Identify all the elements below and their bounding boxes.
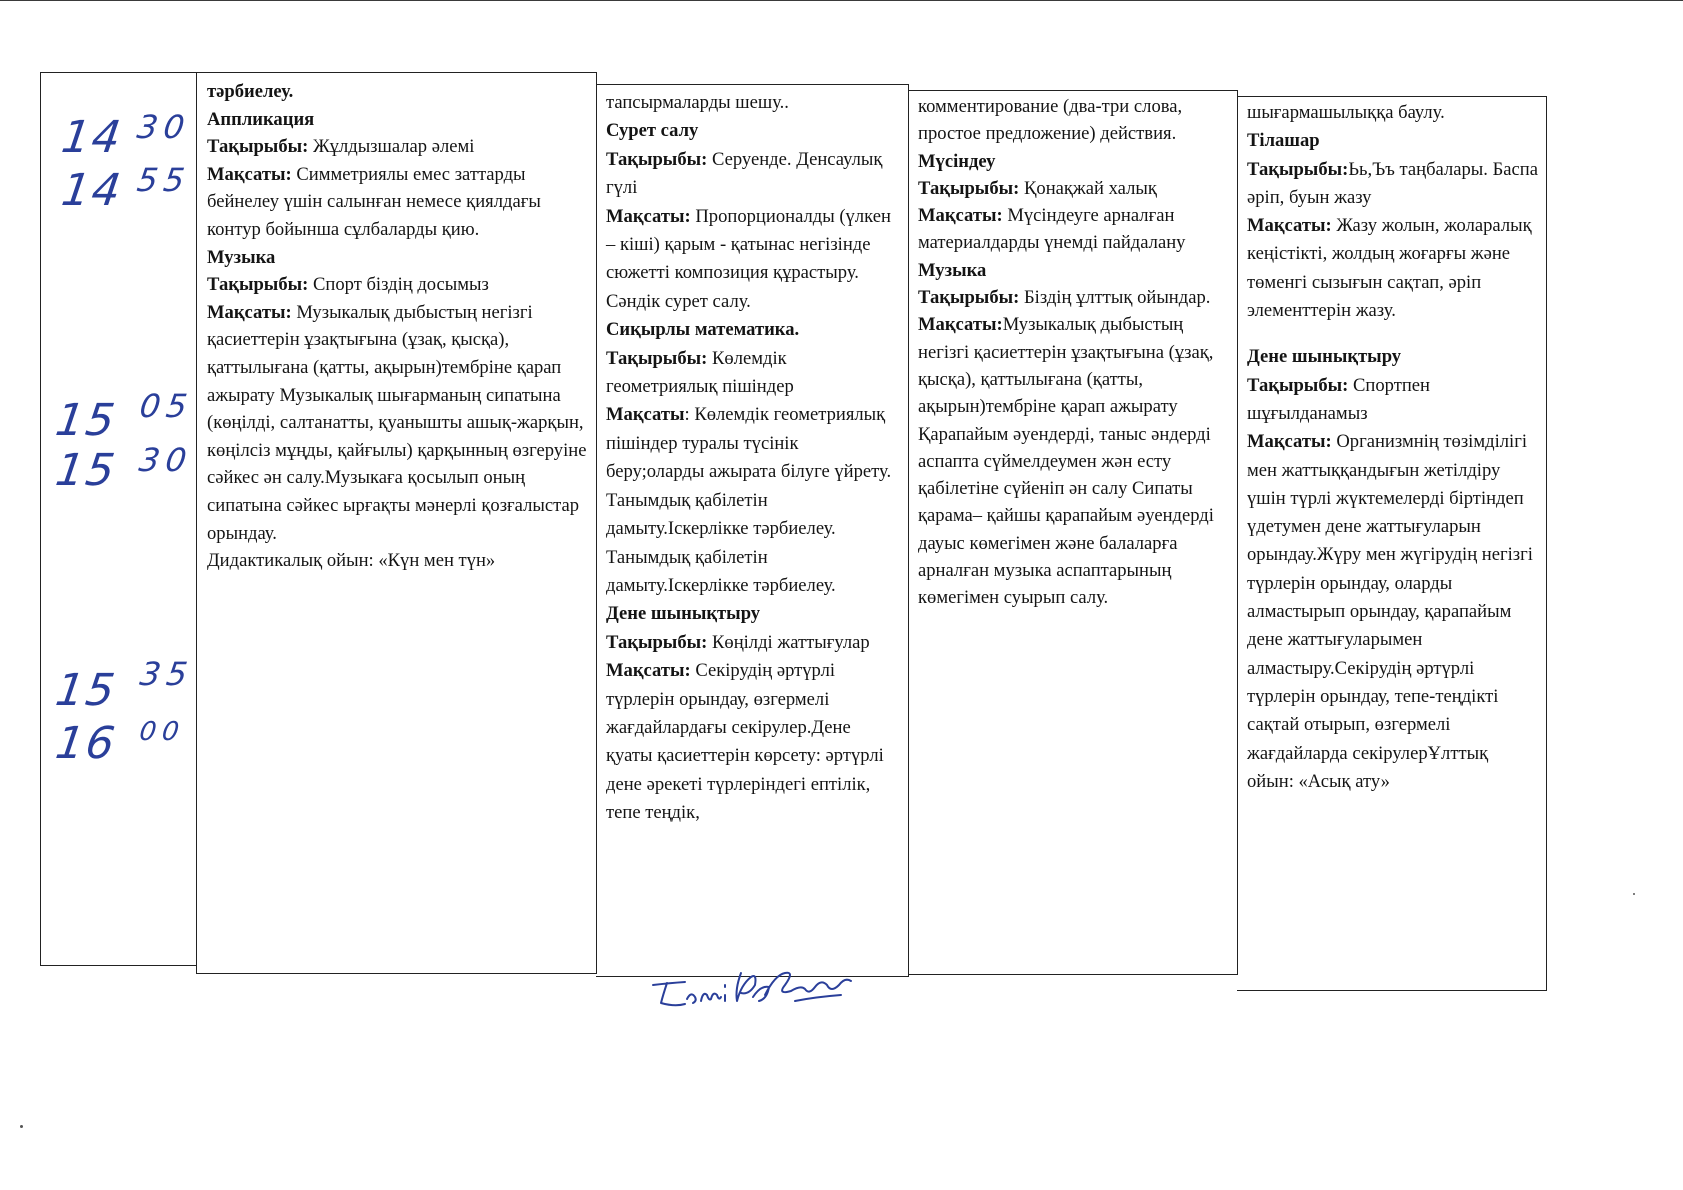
content-line	[1247, 99, 1538, 127]
field-label: Мақсаты:	[207, 163, 292, 185]
field-label: Мақсаты	[606, 404, 685, 426]
section-heading	[606, 117, 900, 145]
content-line	[207, 299, 588, 547]
field-text: шығармашылыққа баулу.	[1247, 102, 1445, 123]
handwritten-time	[52, 655, 196, 716]
field-text: Музыка	[207, 246, 276, 268]
section-heading	[207, 244, 588, 272]
field-text: Қонақжай халық	[1019, 177, 1157, 199]
content-line	[606, 657, 900, 827]
time-hour: 16	[52, 718, 120, 769]
section-heading	[207, 106, 588, 134]
field-text: Симметриялы емес заттарды бейнелеу үшін салынған немесе қиялдағы контур бойынша сұлбаларды қию.	[207, 163, 541, 240]
content-line	[606, 89, 900, 117]
field-label: Тақырыбы:	[606, 631, 708, 653]
field-text: Сурет салу	[606, 120, 699, 142]
time-hour: 14	[58, 112, 126, 163]
time-hour: 15	[52, 395, 120, 446]
content-line	[606, 203, 900, 317]
content-line	[207, 161, 588, 244]
field-text: Мүсіндеу	[918, 150, 996, 172]
content-line	[207, 133, 588, 161]
field-text: Спортпен шұғылданамыз	[1247, 374, 1430, 424]
field-text: Серуенде. Денсаулық гүлі	[606, 148, 883, 199]
field-text: Ьь,Ъъ таңбалары. Баспа әріп, буын жазу	[1247, 158, 1538, 208]
content-line	[1247, 372, 1538, 429]
field-label: Тақырыбы:	[1247, 158, 1349, 180]
time-minute: 30	[134, 108, 193, 146]
field-label: Мақсаты:	[918, 314, 1003, 336]
scan-speck	[20, 1125, 23, 1128]
field-text: Музыкалық дыбыстың негізгі қасиеттерін ұзақтығына (ұзақ, қысқа), қаттылығана (қатты, ақырын)тембріне қарап ажырату Музыкалық шығарманың сипатына (көңілді, салтанатты, қуанышты ашық-жарқын, көңілсіз мұңды, қайғылы) қарқынның өзгеруіне сәйкес ән салу.Музыкаға қосылып оның сипатына сәйкес ырғақты мәнерлі қозғалыстар орындау.	[207, 301, 587, 544]
field-text: Мүсіндеуге арналған материалдарды үнемді пайдалану	[918, 205, 1186, 254]
field-label: Мақсаты:	[1247, 215, 1332, 237]
spacer	[1247, 325, 1538, 343]
content-line	[1247, 212, 1538, 325]
field-label: Мақсаты:	[606, 205, 691, 227]
section-heading	[606, 600, 900, 628]
time-minute: 35	[137, 655, 196, 693]
field-text: Организмнің төзімділігі мен жаттыққандығын жетілдіру үшін түрлі жүктемелерді біртіндеп үдетумен дене жаттығуларын орындау.Жүру мен жүгірудің негізгі түрлерін орындау, оларды алмастырып орындау, қарапайым дене жаттығуларымен алмастыру.Секірудің әртүрлі түрлерін орындау, тепе-теңдікті сақтай отырып, өзгермелі жағдайларда секірулерҰлттық ойын: «Асық ату»	[1247, 431, 1533, 792]
content-line	[606, 401, 900, 600]
field-label: Тақырыбы:	[606, 347, 708, 369]
field-text: Біздің ұлттық ойындар.	[1019, 287, 1211, 309]
activity-column-2	[596, 84, 909, 977]
content-line	[918, 284, 1229, 311]
handwritten-signature	[645, 955, 895, 1015]
handwritten-time	[52, 717, 187, 769]
field-label: Тақырыбы:	[918, 287, 1020, 309]
handwritten-time	[58, 161, 193, 216]
content-line	[606, 629, 900, 657]
field-text: Жұлдызшалар әлемі	[308, 136, 475, 158]
field-text: Секірудің әртүрлі түрлерін орындау, өзгермелі жағдайлардағы секірулер.Дене қуаты қасиеттерін көрсету: әртүрлі дене әрекеті түрлеріндегі ептілік, тепе теңдік,	[606, 660, 884, 824]
field-label: Мақсаты:	[1247, 431, 1332, 453]
field-text: Көлемдік геометриялық пішіндер	[606, 347, 794, 398]
content-line	[1247, 156, 1538, 213]
section-heading	[918, 257, 1229, 284]
field-text: Спорт біздің досымыз	[308, 274, 489, 296]
time-minute: 55	[134, 161, 193, 199]
content-line	[918, 175, 1229, 202]
section-heading	[606, 316, 900, 344]
field-text: Дене шынықтыру	[1247, 346, 1402, 368]
field-text: Аппликация	[207, 108, 315, 130]
handwritten-time	[52, 387, 196, 446]
field-text: тапсырмаларды шешу..	[606, 92, 789, 113]
content-line	[918, 202, 1229, 257]
field-text: Тілашар	[1247, 130, 1320, 152]
field-text: тәрбиелеу.	[207, 81, 294, 102]
field-text: Дене шынықтыру	[606, 603, 761, 625]
content-line	[207, 547, 588, 575]
field-label: Тақырыбы:	[207, 274, 309, 296]
handwritten-time	[52, 441, 195, 496]
field-label: Мақсаты:	[207, 301, 292, 323]
field-label: Тақырыбы:	[606, 148, 708, 170]
content-line	[606, 345, 900, 402]
field-text: Көңілді жаттығулар	[707, 631, 870, 653]
time-minute: 05	[137, 387, 196, 425]
time-hour: 14	[58, 165, 126, 216]
section-heading	[207, 78, 588, 106]
field-text: Сиқырлы математика.	[606, 319, 800, 341]
section-heading	[1247, 127, 1538, 155]
field-text: Музыка	[918, 259, 987, 281]
field-text: Жазу жолын, жоларалық кеңістікті, жолдың жоғарғы және төменгі сызығын сақтап, әріп элементтерін жазу.	[1247, 215, 1532, 322]
field-label: Тақырыбы:	[207, 136, 309, 158]
field-text: Пропорционалды (үлкен – кіші) қарым - қатынас негізінде сюжетті композиция құрастыру. Сәндік сурет салу.	[606, 205, 891, 312]
time-hour: 15	[52, 445, 120, 496]
content-line	[1247, 428, 1538, 796]
time-hour: 15	[52, 665, 120, 716]
field-text: Дидактикалық ойын: «Күн мен түн»	[207, 550, 496, 572]
activity-column-4	[1237, 96, 1547, 991]
field-text: : Көлемдік геометриялық пішіндер туралы түсінік беру;оларды ажырата білуге үйрету. Танымдық қабілетін дамыту.Іскерлікке тәрбиелеу. Танымдық қабілетін дамыту.Іскерлікке тәрбиелеу.	[606, 404, 892, 596]
field-text: Музыкалық дыбыстың негізгі қасиеттерін ұзақтығына (ұзақ, қысқа), қаттылығана (қатты, ақырын)тембріне қарап ажырату Қарапайым әуендерді, таныс әндерді аспапта сүймелдеумен жән есту қабілетіне сүйеніп ән салу Сипаты қарама– қайшы қарапайым әуендерді дауыс көмегімен және балаларға арналған музыка аспаптарының көмегімен суырып салу.	[918, 314, 1214, 609]
time-minute: 30	[136, 441, 195, 479]
section-heading	[918, 148, 1229, 175]
content-line	[606, 146, 900, 203]
field-label: Тақырыбы:	[1247, 374, 1349, 396]
field-label: Мақсаты:	[606, 660, 691, 682]
section-heading	[1247, 343, 1538, 371]
field-label: Тақырыбы:	[918, 177, 1020, 199]
field-label: Мақсаты:	[918, 205, 1003, 227]
activity-column-3	[908, 90, 1238, 975]
scan-speck	[1633, 893, 1635, 895]
content-line	[207, 271, 588, 299]
content-line	[918, 311, 1229, 611]
field-text: комментирование (два-три слова, простое предложение) действия.	[918, 96, 1183, 145]
activity-column-1	[196, 72, 597, 974]
time-minute: 00	[137, 717, 187, 747]
content-line	[918, 93, 1229, 148]
handwritten-time	[58, 108, 193, 163]
